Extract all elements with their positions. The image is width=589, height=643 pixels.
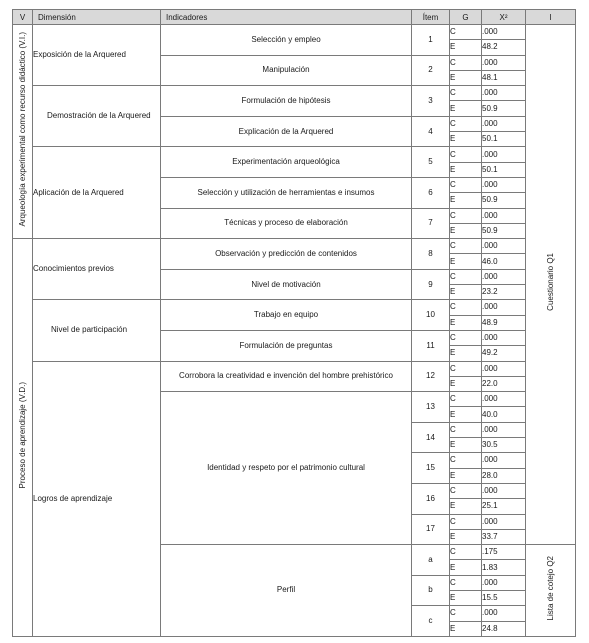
group-c-cell: C: [450, 300, 482, 315]
indicator-cell: Explicación de la Arquered: [161, 116, 412, 147]
chi-square-c-value: .000: [482, 392, 526, 407]
item-number-cell: 5: [412, 147, 450, 178]
item-number-cell: 7: [412, 208, 450, 239]
chi-square-e-value: 50.9: [482, 223, 526, 238]
group-c-cell: C: [450, 422, 482, 437]
item-number-cell: 10: [412, 300, 450, 331]
group-c-cell: C: [450, 177, 482, 192]
item-number-cell: 6: [412, 177, 450, 208]
dimension-cell: Logros de aprendizaje: [33, 361, 161, 636]
group-e-cell: E: [450, 315, 482, 330]
chi-square-c-value: .000: [482, 269, 526, 284]
group-e-cell: E: [450, 529, 482, 544]
group-c-cell: C: [450, 514, 482, 529]
group-e-cell: E: [450, 223, 482, 238]
group-c-cell: C: [450, 25, 482, 40]
chi-square-c-value: .175: [482, 545, 526, 560]
instrument-q1-label: [526, 25, 576, 545]
item-number-cell: 2: [412, 55, 450, 86]
header-chi-square: X²: [482, 10, 526, 25]
header-v: V: [13, 10, 33, 25]
chi-square-c-value: .000: [482, 86, 526, 101]
group-e-cell: E: [450, 438, 482, 453]
dimension-cell: Demostración de la Arquered: [33, 86, 161, 147]
table-row: [13, 86, 576, 101]
group-c-cell: C: [450, 606, 482, 621]
table-row: [13, 239, 576, 254]
item-number-cell: 3: [412, 86, 450, 117]
group-c-cell: C: [450, 147, 482, 162]
indicator-cell: Nivel de motivación: [161, 269, 412, 300]
indicator-cell: Selección y empleo: [161, 25, 412, 56]
group-e-cell: E: [450, 468, 482, 483]
chi-square-c-value: .000: [482, 575, 526, 590]
header-item: Ítem: [412, 10, 450, 25]
item-number-cell: 1: [412, 25, 450, 56]
group-e-cell: E: [450, 254, 482, 269]
item-number-cell: 9: [412, 269, 450, 300]
indicator-cell: Manipulación: [161, 55, 412, 86]
operationalization-table: [12, 9, 576, 637]
variable-vi-label-text: Arqueología experimental como recurso didáctico (V.I.): [17, 31, 27, 227]
chi-square-e-value: 40.0: [482, 407, 526, 422]
indicator-cell: Técnicas y proceso de elaboración: [161, 208, 412, 239]
group-e-cell: E: [450, 499, 482, 514]
chi-square-e-value: 33.7: [482, 529, 526, 544]
indicator-cell: Experimentación arqueológica: [161, 147, 412, 178]
header-row: [13, 10, 576, 25]
table-row: [13, 147, 576, 162]
table-row: [13, 300, 576, 315]
chi-square-c-value: .000: [482, 239, 526, 254]
chi-square-c-value: .000: [482, 514, 526, 529]
item-number-cell: 15: [412, 453, 450, 484]
item-number-cell: c: [412, 606, 450, 637]
group-c-cell: C: [450, 269, 482, 284]
group-c-cell: C: [450, 208, 482, 223]
group-c-cell: C: [450, 116, 482, 131]
group-e-cell: E: [450, 346, 482, 361]
group-c-cell: C: [450, 483, 482, 498]
dimension-cell: Exposición de la Arquered: [33, 25, 161, 86]
chi-square-e-value: 23.2: [482, 285, 526, 300]
chi-square-c-value: .000: [482, 422, 526, 437]
group-c-cell: C: [450, 239, 482, 254]
header-group: G: [450, 10, 482, 25]
item-number-cell: a: [412, 545, 450, 576]
item-number-cell: 14: [412, 422, 450, 453]
chi-square-e-value: 50.1: [482, 162, 526, 177]
variable-vd-label: [13, 239, 33, 637]
indicator-cell: Formulación de hipótesis: [161, 86, 412, 117]
indicator-cell: Selección y utilización de herramientas e insumos: [161, 177, 412, 208]
variable-vd-label-text: Proceso de aprendizaje (V.D.): [17, 381, 27, 489]
chi-square-e-value: 28.0: [482, 468, 526, 483]
chi-square-c-value: .000: [482, 453, 526, 468]
chi-square-e-value: 24.8: [482, 621, 526, 636]
group-c-cell: C: [450, 392, 482, 407]
dimension-cell: Nivel de participación: [33, 300, 161, 361]
chi-square-e-value: 30.5: [482, 438, 526, 453]
variable-vi-label: [13, 25, 33, 239]
group-e-cell: E: [450, 590, 482, 605]
indicator-cell: Trabajo en equipo: [161, 300, 412, 331]
item-number-cell: 11: [412, 330, 450, 361]
chi-square-e-value: 1.83: [482, 560, 526, 575]
item-number-cell: b: [412, 575, 450, 606]
group-e-cell: E: [450, 621, 482, 636]
item-number-cell: 17: [412, 514, 450, 545]
item-number-cell: 4: [412, 116, 450, 147]
chi-square-c-value: .000: [482, 177, 526, 192]
instrument-q2-label: [526, 545, 576, 637]
indicator-cell: Observación y predicción de contenidos: [161, 239, 412, 270]
item-number-cell: 12: [412, 361, 450, 392]
item-number-cell: 16: [412, 483, 450, 514]
chi-square-c-value: .000: [482, 25, 526, 40]
header-dimension: Dimensión: [33, 10, 161, 25]
chi-square-c-value: .000: [482, 606, 526, 621]
indicator-cell: Perfil: [161, 545, 412, 637]
chi-square-c-value: .000: [482, 208, 526, 223]
chi-square-c-value: .000: [482, 483, 526, 498]
chi-square-c-value: .000: [482, 147, 526, 162]
group-c-cell: C: [450, 361, 482, 376]
chi-square-e-value: 49.2: [482, 346, 526, 361]
group-c-cell: C: [450, 330, 482, 345]
indicator-cell: Identidad y respeto por el patrimonio cultural: [161, 392, 412, 545]
chi-square-c-value: .000: [482, 361, 526, 376]
group-e-cell: E: [450, 40, 482, 55]
group-e-cell: E: [450, 560, 482, 575]
group-e-cell: E: [450, 132, 482, 147]
table-row: [13, 361, 576, 376]
chi-square-e-value: 50.9: [482, 101, 526, 116]
chi-square-e-value: 48.1: [482, 70, 526, 85]
group-e-cell: E: [450, 407, 482, 422]
chi-square-e-value: 46.0: [482, 254, 526, 269]
chi-square-e-value: 15.5: [482, 590, 526, 605]
chi-square-e-value: 22.0: [482, 376, 526, 391]
chi-square-c-value: .000: [482, 55, 526, 70]
chi-square-c-value: .000: [482, 116, 526, 131]
dimension-cell: Aplicación de la Arquered: [33, 147, 161, 239]
chi-square-e-value: 25.1: [482, 499, 526, 514]
instrument-q2-label-text: Lista de cotejo Q2: [545, 555, 555, 621]
group-e-cell: E: [450, 285, 482, 300]
group-e-cell: E: [450, 193, 482, 208]
group-e-cell: E: [450, 70, 482, 85]
indicator-cell: Corrobora la creatividad e invención del hombre prehistórico: [161, 361, 412, 392]
chi-square-c-value: .000: [482, 330, 526, 345]
group-c-cell: C: [450, 453, 482, 468]
group-c-cell: C: [450, 55, 482, 70]
header-instrument: I: [526, 10, 576, 25]
chi-square-e-value: 50.1: [482, 132, 526, 147]
group-c-cell: C: [450, 545, 482, 560]
group-e-cell: E: [450, 376, 482, 391]
chi-square-c-value: .000: [482, 300, 526, 315]
item-number-cell: 13: [412, 392, 450, 423]
group-c-cell: C: [450, 86, 482, 101]
header-indicators: Indicadores: [161, 10, 412, 25]
item-number-cell: 8: [412, 239, 450, 270]
group-e-cell: E: [450, 101, 482, 116]
dimension-cell: Conocimientos previos: [33, 239, 161, 300]
chi-square-e-value: 50.9: [482, 193, 526, 208]
chi-square-e-value: 48.9: [482, 315, 526, 330]
group-e-cell: E: [450, 162, 482, 177]
instrument-q1-label-text: Cuestionario Q1: [545, 253, 555, 311]
group-c-cell: C: [450, 575, 482, 590]
chi-square-e-value: 48.2: [482, 40, 526, 55]
indicator-cell: Formulación de preguntas: [161, 330, 412, 361]
table-row: [13, 25, 576, 40]
